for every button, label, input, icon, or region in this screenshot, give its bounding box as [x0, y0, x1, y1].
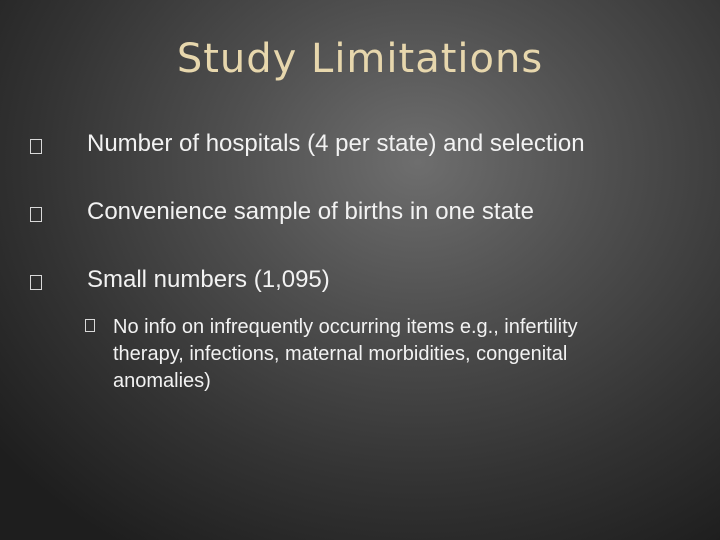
bullet-text: Number of hospitals (4 per state) and selection: [87, 130, 585, 157]
sub-bullet-item-no-info: [85, 314, 645, 395]
bullet-item-convenience-sample: [30, 198, 700, 234]
slide-title: Study Limitations: [176, 36, 544, 82]
bullet-list: [30, 130, 700, 334]
square-bullet-icon: [30, 207, 42, 222]
bullet-text: Convenience sample of births in one state: [87, 198, 534, 225]
bullet-item-hospitals: [30, 130, 700, 166]
square-bullet-icon: [30, 275, 42, 290]
bullet-item-small-numbers: [30, 266, 700, 302]
square-bullet-icon: [30, 139, 42, 154]
square-bullet-icon: [85, 319, 95, 332]
bullet-text: Small numbers (1,095): [87, 266, 330, 293]
sub-bullet-text: No info on infrequently occurring items e.g., infertility therapy, infections, maternal morbidities, congenital anomalies): [113, 316, 578, 392]
